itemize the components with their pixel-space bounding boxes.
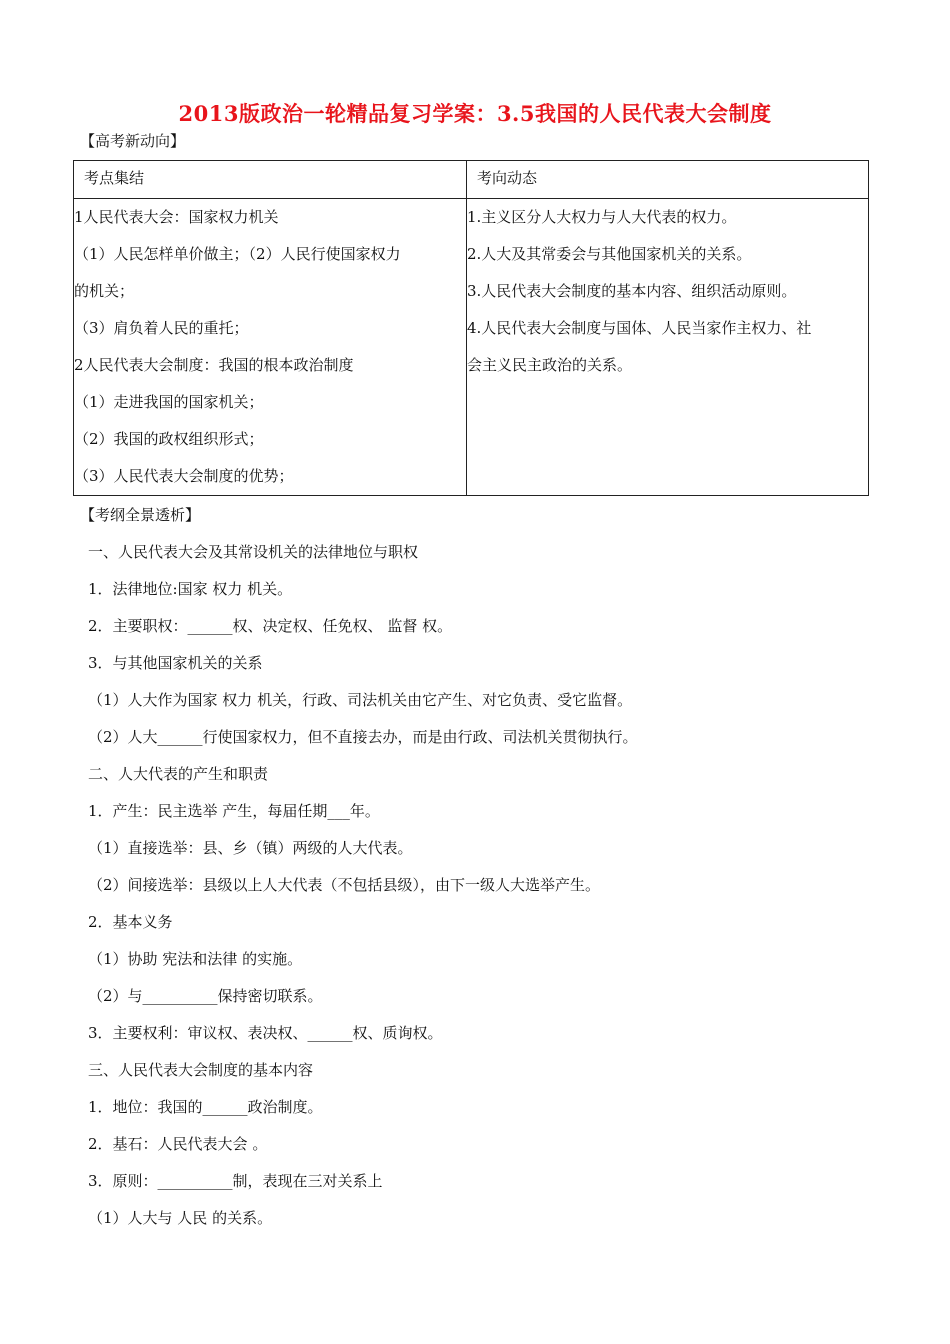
col1-header: 考点集结 [84, 169, 145, 187]
table-line: 3.人民代表大会制度的基本内容、组织活动原则。 [467, 282, 797, 300]
body-line: （2）人大______行使国家权力，但不直接去办，而是由行政、司法机关贯彻执行。 [88, 728, 638, 746]
table-header-cell [467, 161, 869, 199]
table-line: （2）我国的政权组织形式； [74, 430, 264, 448]
outline-body [88, 534, 638, 1237]
body-line: 1．产生：民主选举 产生，每届任期___年。 [88, 802, 380, 820]
body-line: 2．主要职权：______权、决定权、任免权、 监督 权。 [88, 617, 453, 635]
section-label-outline: 【考纲全景透析】 [80, 506, 201, 524]
table-line: （1）走进我国的国家机关； [74, 393, 264, 411]
table-line: （1）人民怎样单价做主；（2）人民行使国家权力 [74, 245, 401, 263]
body-line: 3．原则：__________制，表现在三对关系上 [88, 1172, 383, 1190]
table-header-cell [74, 161, 467, 199]
table-line: （3）人民代表大会制度的优势； [74, 467, 294, 485]
body-line: 2．基石：人民代表大会 。 [88, 1135, 268, 1153]
body-line: （2）间接选举：县级以上人大代表（不包括县级），由下一级人大选举产生。 [88, 876, 601, 894]
body-line: 三、人民代表大会制度的基本内容 [88, 1061, 314, 1079]
trends-cell [467, 199, 869, 496]
document-title: 2013版政治一轮精品复习学案：3.5我国的人民代表大会制度 [178, 101, 772, 126]
body-line: 3．与其他国家机关的关系 [88, 654, 263, 672]
table-line: （3）肩负着人民的重托； [74, 319, 249, 337]
table-line: 1人民代表大会：国家权力机关 [74, 208, 279, 226]
body-line: （1）协助 宪法和法律 的实施。 [88, 950, 303, 968]
body-line: （1）人大与 人民 的关系。 [88, 1209, 273, 1227]
table-line: 2人民代表大会制度：我国的根本政治制度 [74, 356, 354, 374]
table-header-row [74, 161, 869, 199]
body-line: （1）直接选举：县、乡（镇）两级的人大代表。 [88, 839, 413, 857]
table-line: 会主义民主政治的关系。 [467, 356, 633, 374]
table-line: 的机关； [74, 282, 135, 300]
body-line: 3．主要权利：审议权、表决权、______权、质询权。 [88, 1024, 443, 1042]
body-line: 二、人大代表的产生和职责 [88, 765, 269, 783]
exam-points-cell [74, 199, 467, 496]
body-line: （2）与__________保持密切联系。 [88, 987, 323, 1005]
table-line: 2.人大及其常委会与其他国家机关的关系。 [467, 245, 752, 263]
body-line: 一、人民代表大会及其常设机关的法律地位与职权 [88, 543, 419, 561]
table-body-row [74, 199, 869, 496]
body-line: 2．基本义务 [88, 913, 173, 931]
col2-header: 考向动态 [477, 169, 538, 187]
table-line: 1.主义区分人大权力与人大代表的权力。 [467, 208, 737, 226]
body-line: （1）人大作为国家 权力 机关，行政、司法机关由它产生、对它负责、受它监督。 [88, 691, 633, 709]
body-line: 1．法律地位:国家 权力 机关。 [88, 580, 293, 598]
body-line: 1．地位：我国的______政治制度。 [88, 1098, 323, 1116]
table-line: 4.人民代表大会制度与国体、人民当家作主权力、社 [467, 319, 812, 337]
exam-points-table [73, 160, 869, 496]
section-label-trends: 【高考新动向】 [80, 132, 186, 150]
